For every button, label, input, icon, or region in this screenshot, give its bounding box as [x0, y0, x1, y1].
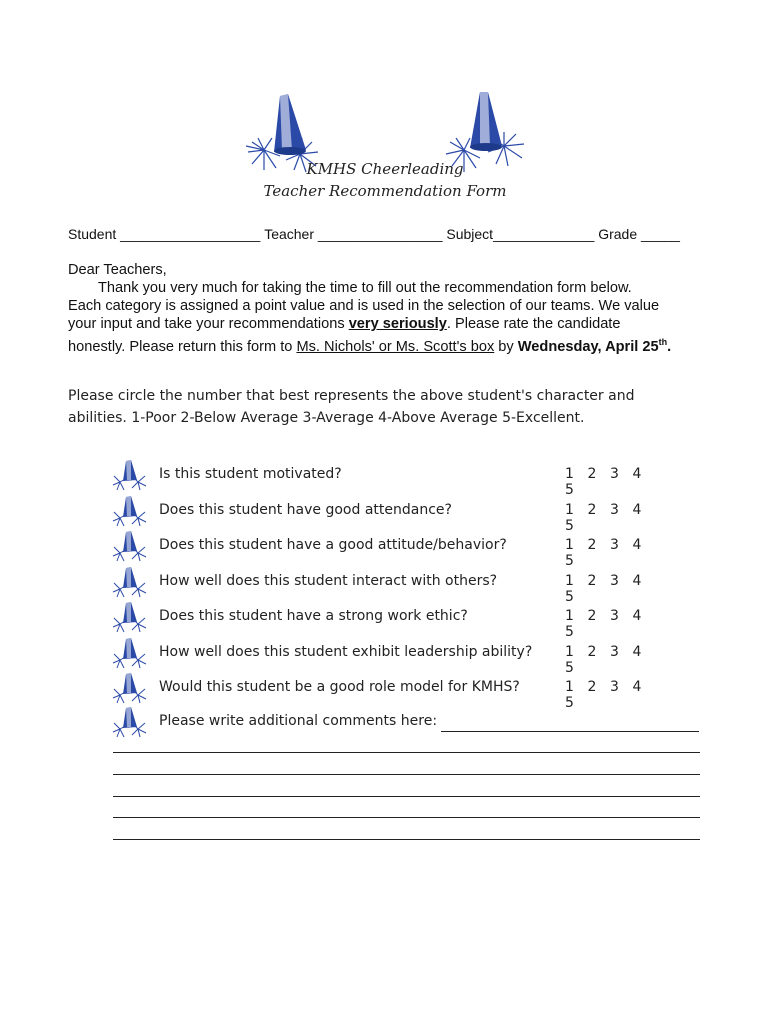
rating-option-4[interactable]: 4	[632, 502, 642, 518]
rating-option-5[interactable]: 5	[565, 589, 574, 605]
rating-option-5[interactable]: 5	[565, 695, 574, 711]
rating-option-4[interactable]: 4	[632, 608, 642, 624]
letter-salutation: Dear Teachers,	[68, 262, 167, 278]
rating-option-2[interactable]: 2	[587, 608, 597, 624]
rating-option-1[interactable]: 1	[565, 502, 574, 518]
question-text: How well does this student exhibit leadership ability?	[159, 644, 533, 660]
megaphone-bullet-icon	[112, 705, 148, 739]
letter-line-3-a: your input and take your recommendations	[68, 316, 349, 332]
rating-option-4[interactable]: 4	[632, 644, 642, 660]
rating-option-3[interactable]: 3	[610, 537, 619, 553]
rating-option-4[interactable]: 4	[632, 466, 642, 482]
question-row	[112, 636, 672, 676]
rating-option-5[interactable]: 5	[565, 518, 574, 534]
question-row	[112, 494, 672, 534]
rating-option-1[interactable]: 1	[565, 679, 574, 695]
comments-line-5[interactable]	[113, 817, 700, 818]
rating-option-2[interactable]: 2	[587, 502, 597, 518]
letter-line-3-c: . Please rate the candidate	[446, 316, 621, 332]
student-field[interactable]: __________________	[120, 226, 261, 242]
letter-line-2: Each category is assigned a point value and is used in the selection of our teams. We value	[68, 298, 660, 314]
megaphone-bullet-icon	[112, 600, 148, 634]
rating-instructions-line-1: Please circle the number that best represents the above student's character and	[68, 388, 635, 404]
rating-option-3[interactable]: 3	[610, 679, 619, 695]
rating-option-3[interactable]: 3	[610, 466, 619, 482]
question-text: How well does this student interact with others?	[159, 573, 498, 589]
comments-prompt: Please write additional comments here:	[159, 713, 438, 729]
question-row	[112, 671, 672, 711]
rating-option-1[interactable]: 1	[565, 537, 574, 553]
rating-option-2[interactable]: 2	[587, 466, 597, 482]
form-title: KMHS Cheerleading	[306, 160, 464, 178]
question-text: Does this student have a strong work ethic?	[159, 608, 468, 624]
rating-option-3[interactable]: 3	[610, 502, 619, 518]
rating-option-2[interactable]: 2	[587, 537, 597, 553]
letter-line-1: Thank you very much for taking the time to fill out the recommendation form below.	[98, 280, 632, 296]
rating-option-2[interactable]: 2	[587, 679, 597, 695]
question-text: Does this student have good attendance?	[159, 502, 452, 518]
return-box-text: Ms. Nichols' or Ms. Scott's box	[296, 338, 495, 355]
question-row	[112, 565, 672, 605]
megaphone-bullet-icon	[112, 529, 148, 563]
comments-line-2[interactable]	[113, 752, 700, 753]
rating-option-5[interactable]: 5	[565, 553, 574, 569]
question-row	[112, 529, 672, 569]
comments-line-1[interactable]	[441, 731, 699, 732]
megaphone-bullet-icon	[112, 671, 148, 705]
rating-option-4[interactable]: 4	[632, 573, 642, 589]
question-text: Would this student be a good role model for KMHS?	[159, 679, 520, 695]
teacher-field[interactable]: ________________	[317, 226, 443, 242]
rating-option-4[interactable]: 4	[632, 679, 642, 695]
due-date: Wednesday, April 25th.	[517, 337, 672, 355]
subject-label: Subject	[446, 226, 494, 242]
grade-label: Grade	[598, 226, 638, 242]
question-text: Does this student have a good attitude/behavior?	[159, 537, 507, 553]
rating-option-1[interactable]: 1	[565, 608, 574, 624]
rating-instructions-line-2: abilities. 1-Poor 2-Below Average 3-Average 4-Above Average 5-Excellent.	[68, 410, 585, 426]
letter-line-4-c: by	[494, 338, 518, 355]
rating-option-4[interactable]: 4	[632, 537, 642, 553]
rating-option-5[interactable]: 5	[565, 660, 574, 676]
rating-option-3[interactable]: 3	[610, 644, 619, 660]
megaphone-bullet-icon	[112, 565, 148, 599]
grade-field[interactable]: _____	[641, 226, 680, 242]
rating-option-1[interactable]: 1	[565, 644, 574, 660]
letter-line-4	[68, 333, 718, 356]
megaphone-bullet-icon	[112, 494, 148, 528]
letter-line-3	[68, 315, 718, 333]
rating-option-5[interactable]: 5	[565, 624, 574, 640]
question-text: Is this student motivated?	[159, 466, 342, 482]
rating-option-5[interactable]: 5	[565, 482, 574, 498]
comments-row	[112, 705, 672, 739]
teacher-label: Teacher	[264, 226, 315, 242]
comments-line-4[interactable]	[113, 796, 700, 797]
rating-option-3[interactable]: 3	[610, 573, 619, 589]
letter-line-4-a: honestly. Please return this form to	[68, 338, 297, 355]
megaphone-bullet-icon	[112, 636, 148, 670]
comments-line-3[interactable]	[113, 774, 700, 775]
rating-option-3[interactable]: 3	[610, 608, 619, 624]
comments-line-6[interactable]	[113, 839, 700, 840]
form-subtitle: Teacher Recommendation Form	[263, 182, 507, 200]
student-label: Student	[68, 226, 117, 242]
rating-option-2[interactable]: 2	[587, 644, 597, 660]
rating-option-1[interactable]: 1	[565, 573, 574, 589]
rating-option-2[interactable]: 2	[587, 573, 597, 589]
rating-option-1[interactable]: 1	[565, 466, 574, 482]
question-row	[112, 458, 672, 498]
emphasis-very-seriously: very seriously	[348, 316, 447, 332]
question-row	[112, 600, 672, 640]
megaphone-bullet-icon	[112, 458, 148, 492]
subject-field[interactable]: _____________	[493, 226, 595, 242]
student-info-fields	[68, 226, 680, 242]
